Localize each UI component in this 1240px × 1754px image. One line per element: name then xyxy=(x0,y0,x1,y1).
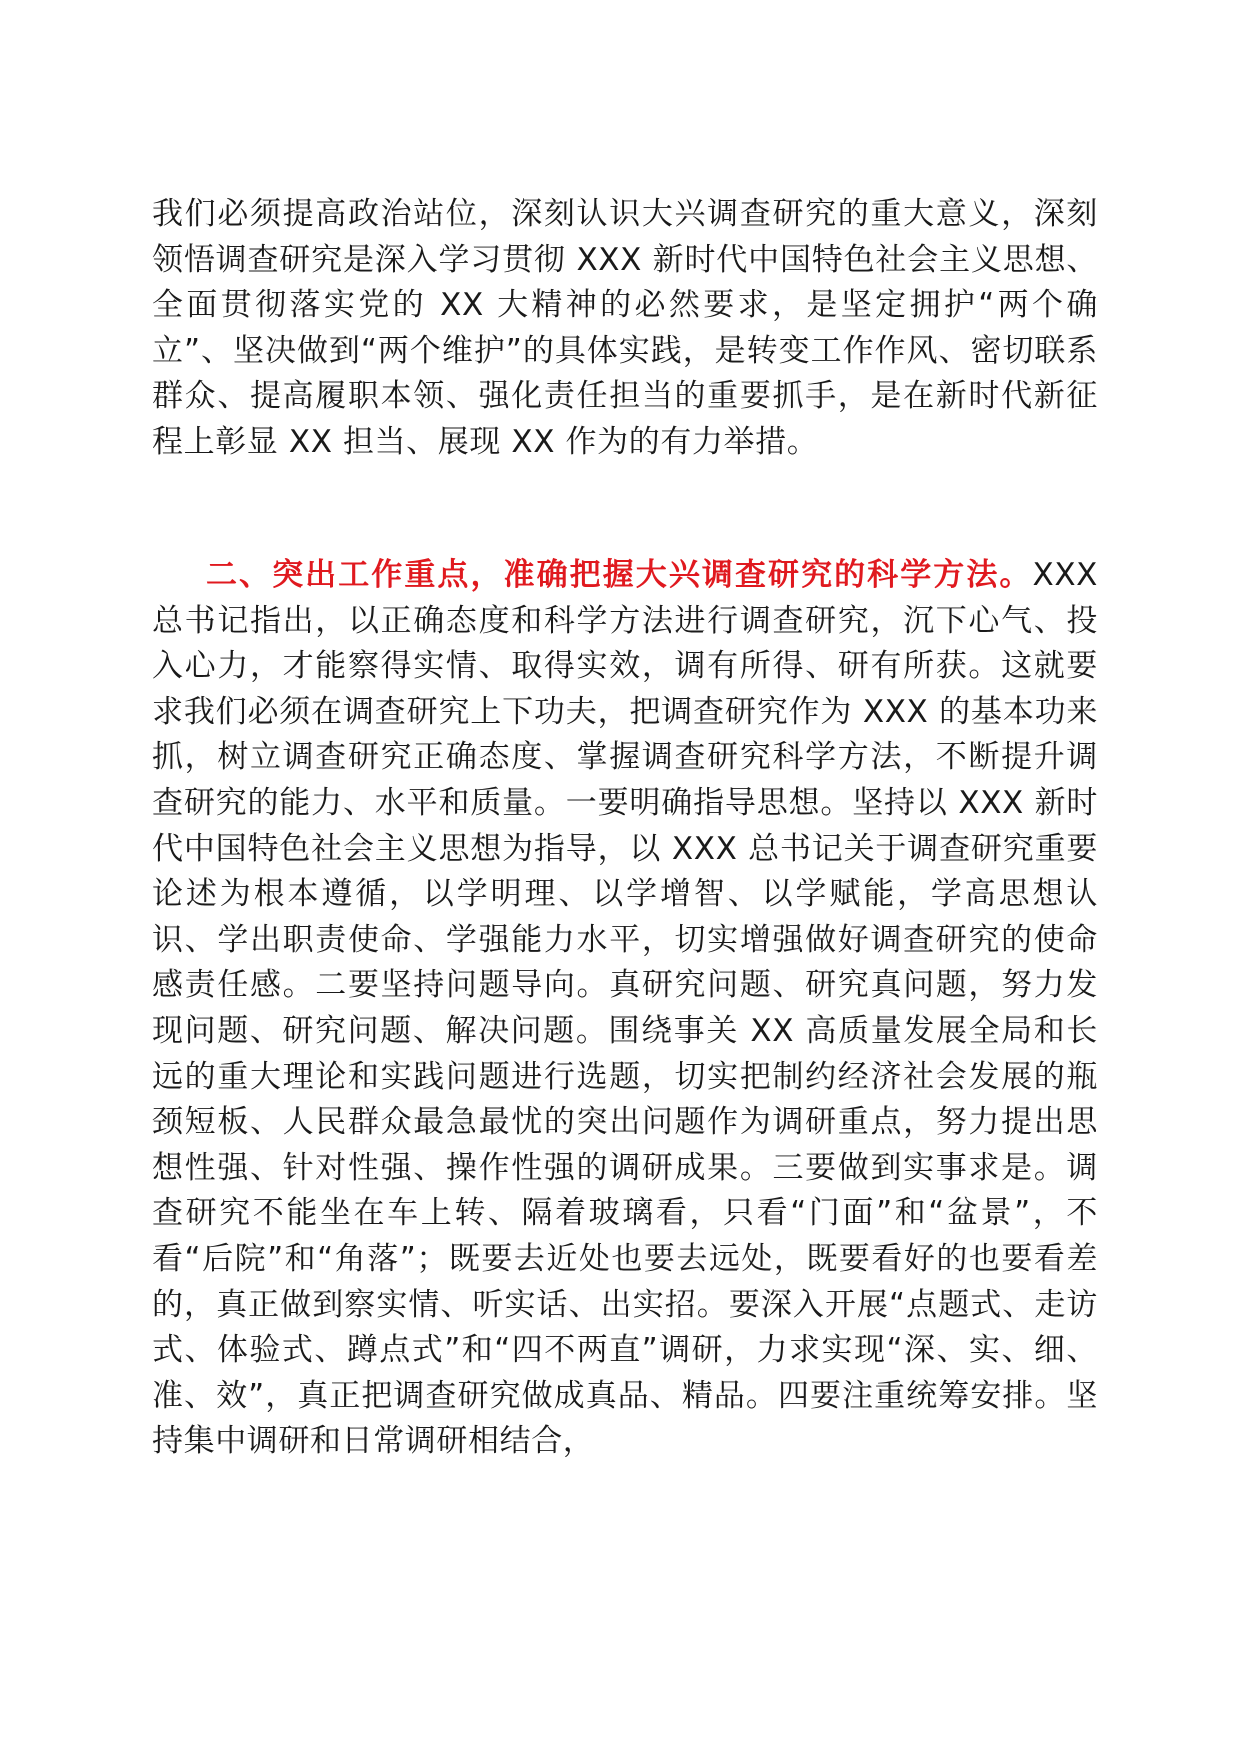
document-page xyxy=(152,0,1098,1754)
section-2-body: XXX 总书记指出，以正确态度和科学方法进行调查研究，沉下心气、投入心力，才能察得实情、取得实效，调有所得、研有所获。这就要求我们必须在调查研究上下功夫，把调查研究作为 XXX 的基本功来抓，树立调查研究正确态度、掌握调查研究科学方法，不断提升调查研究的能力、水平和质量。一要明确指导思想。坚持以 XXX 新时代中国特色社会主义思想为指导，以 XXX 总书记关于调查研究重要论述为根本遵循，以学明理、以学增智、以学赋能，学高思想认识、学出职责使命、学强能力水平，切实增强做好调查研究的使命感责任感。二要坚持问题导向。真研究问题、研究真问题，努力发现问题、研究问题、解决问题。围绕事关 XX 高质量发展全局和长远的重大理论和实践问题进行选题，切实把制约经济社会发展的瓶颈短板、人民群众最急最忧的突出问题作为调研重点，努力提出思想性强、针对性强、操作性强的调研成果。三要做到实事求是。调查研究不能坐在车上转、隔着玻璃看，只看“门面”和“盆景”，不看“后院”和“角落”；既要去近处也要去远处，既要看好的也要看差的，真正做到察实情、听实话、出实招。要深入开展“点题式、走访式、体验式、蹲点式”和“四不两直”调研，力求实现“深、实、细、准、效”，真正把调查研究做成真品、精品。四要注重统筹安排。坚持集中调研和日常调研相结合， xyxy=(152,557,1098,1460)
paragraph-significance: 我们必须提高政治站位，深刻认识大兴调查研究的重大意义，深刻领悟调查研究是深入学习贯彻 XXX 新时代中国特色社会主义思想、全面贯彻落实党的 XX 大精神的必然要求，是坚定拥护“两个确立”、坚决做到“两个维护”的具体实践，是转变工作作风、密切联系群众、提高履职本领、强化责任担当的重要抓手，是在新时代新征程上彰显 XX 担当、展现 XX 作为的有力举措。 xyxy=(152,196,1098,460)
paragraph-section-2 xyxy=(152,553,1098,1465)
section-2-heading: 二、突出工作重点，准确把握大兴调查研究的科学方法。 xyxy=(206,557,1033,593)
